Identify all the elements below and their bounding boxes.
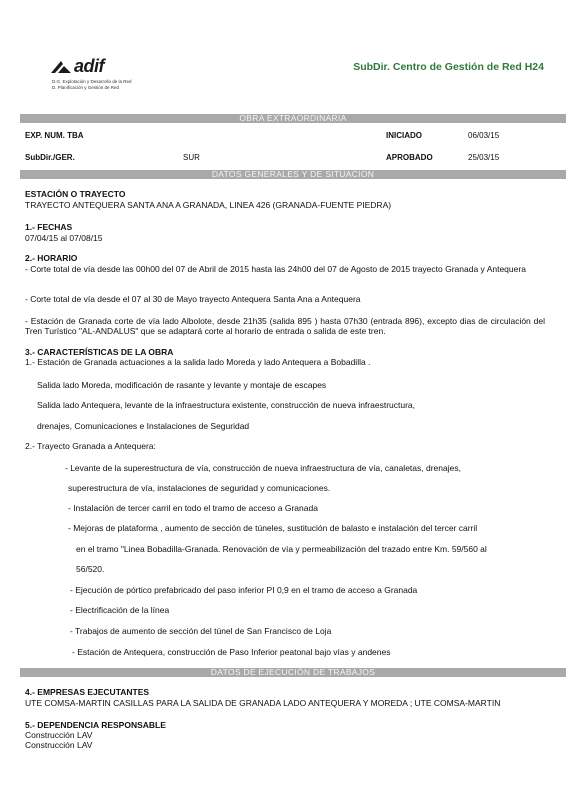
band-obra-extraordinaria: OBRA EXTRAORDINARIA xyxy=(20,114,566,123)
caracteristicas-line-9: - Mejoras de plataforma , aumento de sección de túneles, sustitución de balasto e instalación del tercer carril xyxy=(68,523,478,533)
empresas-heading: 4.- EMPRESAS EJECUTANTES xyxy=(25,687,150,697)
estacion-text: TRAYECTO ANTEQUERA SANTA ANA A GRANADA, LINEA 426 (GRANADA-FUENTE PIEDRA) xyxy=(25,200,392,210)
aprobado-value: 25/03/15 xyxy=(468,153,500,162)
dependencia-line-1: Construcción LAV xyxy=(25,730,93,740)
horario-p1: - Corte total de vía desde las 00h00 del 07 de Abril de 2015 hasta las 24h00 del 07 de Agosto de 2015 trayecto Granada y Antequera xyxy=(25,264,526,274)
logo xyxy=(50,56,104,77)
caracteristicas-line-5: 2.- Trayecto Granada a Antequera: xyxy=(25,441,156,451)
caracteristicas-line-8: - Instalación de tercer carril en todo el tramo de acceso a Granada xyxy=(68,503,318,513)
org-title: SubDir. Centro de Gestión de Red H24 xyxy=(353,61,544,73)
fechas-heading: 1.- FECHAS xyxy=(25,222,73,232)
horario-p3: - Estación de Granada corte de vía lado Albolote, desde 21h35 (salida 895 ) hasta 07h30 (entrada 896), excepto dias de circulación del Tren Turístico "AL-ANDALUS" que se adaptará corte al horario de entrada o salida de este tren. xyxy=(25,316,545,336)
header-subtitle-line2: D. Planificación y Gestión de Red xyxy=(52,84,120,90)
subdir-label: SubDir./GER. xyxy=(25,153,75,162)
iniciado-value: 06/03/15 xyxy=(468,131,500,140)
caracteristicas-line-15: - Estación de Antequera, construcción de Paso Inferior peatonal bajo vías y andenes xyxy=(72,647,391,657)
estacion-heading: ESTACIÓN O TRAYECTO xyxy=(25,189,126,199)
caracteristicas-line-3: Salida lado Antequera, levante de la infraestructura existente, construcción de nueva infraestructura, xyxy=(37,400,416,410)
caracteristicas-heading: 3.- CARACTERÍSTICAS DE LA OBRA xyxy=(25,347,174,357)
aprobado-label: APROBADO xyxy=(386,153,433,162)
empresas-text: UTE COMSA-MARTIN CASILLAS PARA LA SALIDA DE GRANADA LADO ANTEQUERA Y MOREDA ; UTE COMSA-MARTIN xyxy=(25,698,501,708)
adif-logo-icon xyxy=(50,60,72,74)
band-datos-ejecucion: DATOS DE EJECUCIÓN DE TRABAJOS xyxy=(20,668,566,677)
caracteristicas-line-13: - Electrificación de la línea xyxy=(70,605,170,615)
caracteristicas-line-7: superestructura de vía, instalaciones de seguridad y comunicaciones. xyxy=(68,483,331,493)
horario-p2: - Corte total de vía desde el 07 al 30 de Mayo trayecto Antequera Santa Ana a Antequera xyxy=(25,294,361,304)
subdir-value: SUR xyxy=(183,153,200,162)
caracteristicas-line-1: 1.- Estación de Granada actuaciones a la salida lado Moreda y lado Antequera a Bobadilla . xyxy=(25,357,371,367)
caracteristicas-line-6: - Levante de la superestructura de vía, construcción de nueva infraestructura de vía, canaletas, drenajes, xyxy=(65,463,461,473)
caracteristicas-line-12: - Ejecución de pórtico prefabricado del paso inferior PI 0,9 en el tramo de acceso a Granada xyxy=(70,585,418,595)
fechas-text: 07/04/15 al 07/08/15 xyxy=(25,233,103,243)
band-datos-generales: DATOS GENERALES Y DE SITUACION xyxy=(20,170,566,179)
logo-text: adif xyxy=(74,56,105,76)
horario-heading: 2.- HORARIO xyxy=(25,253,78,263)
dependencia-line-2: Construcción LAV xyxy=(25,740,93,750)
exp-label: EXP. NUM. TBA xyxy=(25,131,84,140)
caracteristicas-line-14: - Trabajos de aumento de sección del túnel de San Francisco de Loja xyxy=(70,626,332,636)
caracteristicas-line-2: Salida lado Moreda, modificación de rasante y levante y montaje de escapes xyxy=(37,380,327,390)
header-subtitle xyxy=(52,79,132,90)
iniciado-label: INICIADO xyxy=(386,131,422,140)
caracteristicas-line-10: en el tramo "Linea Bobadilla-Granada. Renovación de vía y permeabilización del trazado entre Km. 59/560 al xyxy=(76,544,487,554)
caracteristicas-line-4: drenajes, Comunicaciones e Instalaciones de Seguridad xyxy=(37,421,250,431)
caracteristicas-line-11: 56/520. xyxy=(76,564,105,574)
dependencia-heading: 5.- DEPENDENCIA RESPONSABLE xyxy=(25,720,166,730)
header-subtitle-line1: D.G. Explotación y Desarrollo de la Red xyxy=(52,79,132,84)
